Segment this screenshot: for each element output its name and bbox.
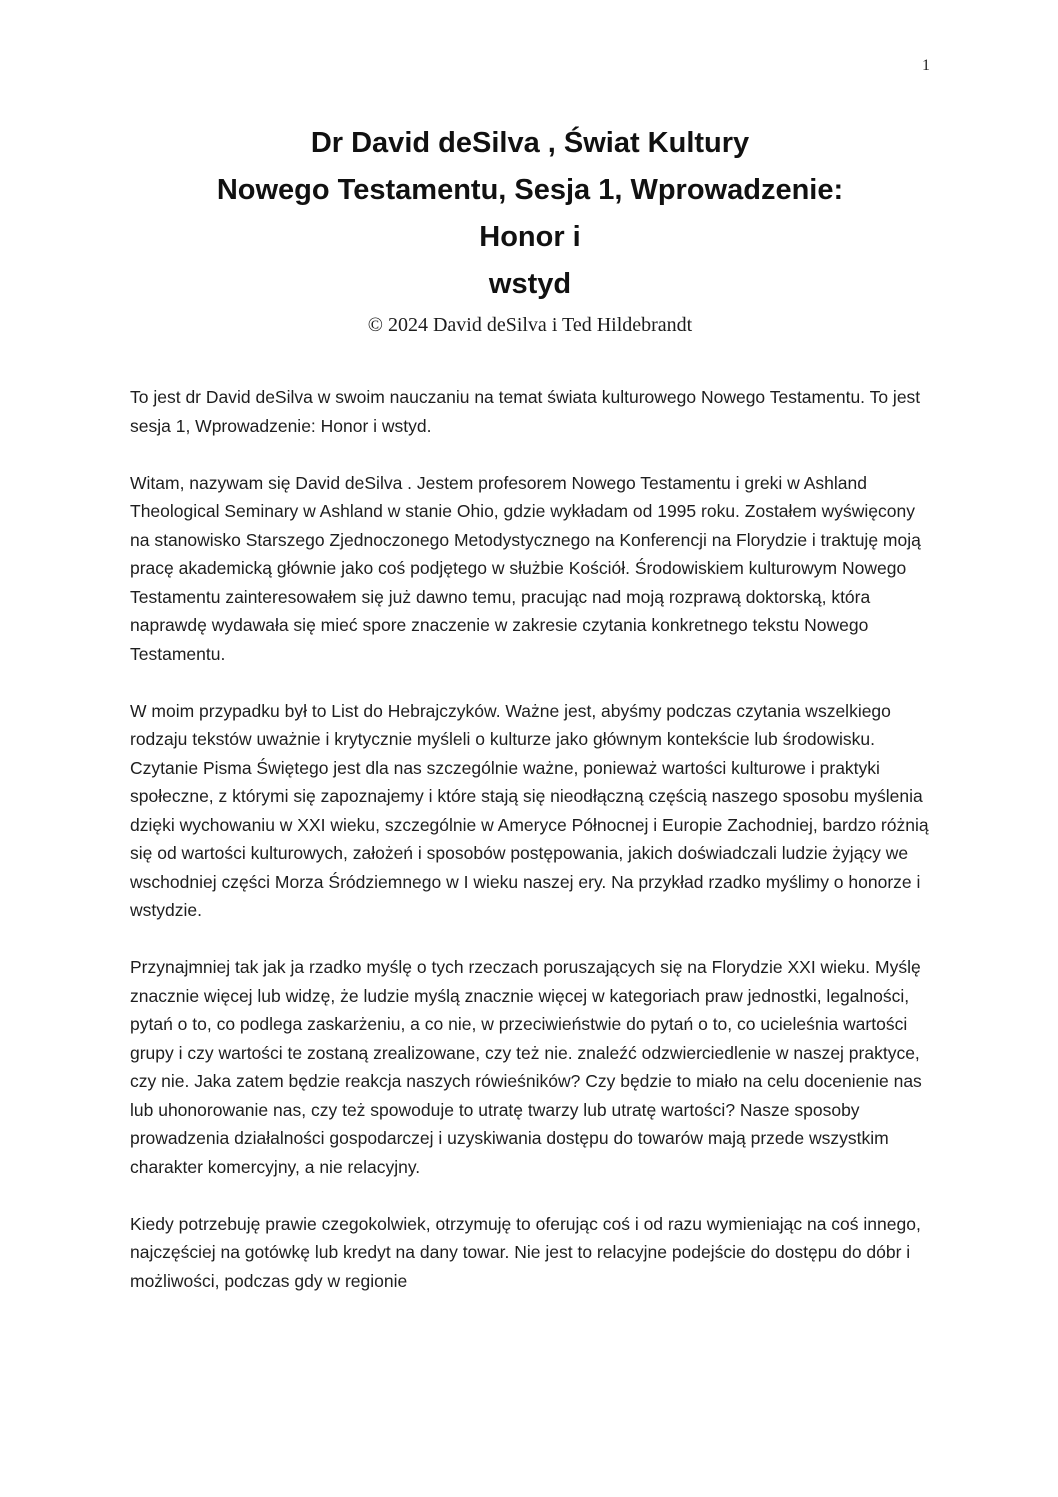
paragraph-3: W moim przypadku był to List do Hebrajczyków. Ważne jest, abyśmy podczas czytania wszelkiego rodzaju tekstów uważnie i krytycznie myśleli o kulturze jako głównym kontekście lub środowisku. Czytanie Pisma Świętego jest dla nas szczególnie ważne, ponieważ wartości kulturowe i praktyki społeczne, z którymi się zapoznajemy i które stają się nieodłączną częścią naszego sposobu myślenia dzięki wychowaniu w XXI wieku, szczególnie w Ameryce Północnej i Europie Zachodniej, bardzo różnią się od wartości kulturowych, założeń i sposobów postępowania, jakich doświadczali ludzie żyjący we wschodniej części Morza Śródziemnego w I wieku naszej ery. Na przykład rzadko myślimy o honorze i wstydzie. [130, 700, 929, 920]
page-number: 1 [922, 57, 930, 74]
paragraph-5: Kiedy potrzebuję prawie czegokolwiek, otrzymuję to oferując coś i od razu wymieniając na coś innego, najczęściej na gotówkę lub kredyt na dany towar. Nie jest to relacyjne podejście do dostępu do dóbr i możliwości, podczas gdy w regionie [130, 1213, 921, 1291]
paragraph-1: To jest dr David deSilva w swoim nauczaniu na temat świata kulturowego Nowego Testamentu. To jest sesja 1, Wprowadzenie: Honor i wstyd. [130, 387, 921, 436]
paragraph-4: Przynajmniej tak jak ja rzadko myślę o tych rzeczach poruszających się na Florydzie XXI wieku. Myślę znacznie więcej lub widzę, że ludzie myślą znacznie więcej w kategoriach praw jednostki, legalności, pytań o to, co podlega zaskarżeniu, a co nie, w przeciwieństwie do pytań o to, co ucieleśnia wartości grupy i czy wartości te zostaną zrealizowane, czy też nie. znaleźć odzwierciedlenie w naszej praktyce, czy nie. Jaka zatem będzie reakcja naszych rówieśników? Czy będzie to miało na celu docenienie nas lub uhonorowanie nas, czy też spowoduje to utratę twarzy lub utratę wartości? Nasze sposoby prowadzenia działalności gospodarczej i uzyskiwania dostępu do towarów mają przede wszystkim charakter komercyjny, a nie relacyjny. [130, 957, 922, 1177]
title-line-4: wstyd [488, 268, 572, 300]
title-line-3: Honor i [479, 221, 581, 253]
title-line-2: Nowego Testamentu, Sesja 1, Wprowadzenie: [216, 174, 844, 206]
copyright-line: © 2024 David deSilva i Ted Hildebrandt [367, 314, 693, 336]
document-title [130, 120, 930, 308]
title-line-1: Dr David deSilva , Świat Kultury [310, 127, 750, 159]
paragraph-2: Witam, nazywam się David deSilva . Jestem profesorem Nowego Testamentu i greki w Ashland Theological Seminary w Ashland w stanie Ohio, gdzie wykładam od 1995 roku. Zostałem wyświęcony na stanowisko Starszego Zjednoczonego Metodystycznego na Konferencji na Florydzie i traktuję moją pracę akademicką głównie jako coś podjętego w służbie Kościół. Środowiskiem kulturowym Nowego Testamentu zainteresowałem się już dawno temu, pracując nad moją rozprawą doktorską, która naprawdę wydawała się mieć spore znaczenie w zakresie czytania konkretnego tekstu Nowego Testamentu. [130, 472, 921, 664]
document-body [130, 383, 930, 1295]
